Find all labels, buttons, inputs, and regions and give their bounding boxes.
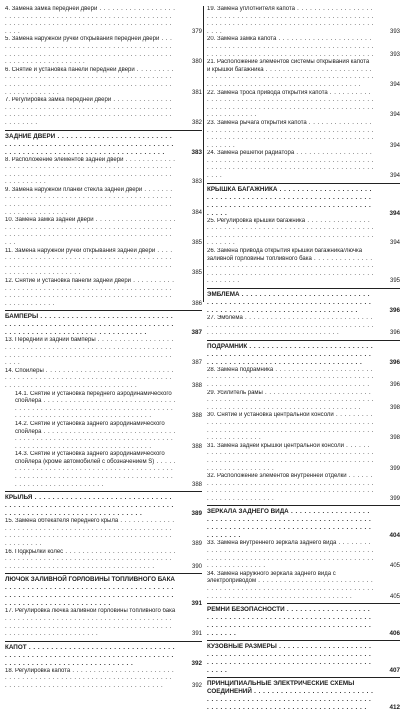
page-number: 386: [191, 300, 202, 307]
page-number: 396: [389, 307, 400, 314]
toc-entry: [5, 248, 202, 278]
page-number: 383: [191, 179, 202, 186]
toc-entry: [207, 390, 400, 413]
page-number: 394: [389, 209, 400, 217]
page-number: 404: [389, 532, 400, 540]
entry-title: 34. Замена наружного зеркала заднего вида с электроприводом . . .: [207, 571, 400, 601]
page-number: 394: [389, 173, 400, 180]
toc-section-heading: [207, 603, 400, 638]
section-title: ЗЕРКАЛА ЗАДНЕГО ВИДА . . .: [207, 508, 400, 540]
page-number: 387: [191, 360, 202, 367]
page-number: 396: [389, 330, 400, 337]
entry-title: 14.2. Снятие и установка заднего аэродинамического спойлера . . .: [5, 421, 202, 451]
page-number: 406: [389, 630, 400, 638]
toc-entry: [207, 367, 400, 390]
toc-entry: [207, 36, 400, 59]
page-number: 398: [389, 435, 400, 442]
page-number: 389: [191, 510, 202, 518]
toc-section-heading: [207, 183, 400, 218]
toc-entry: [5, 549, 202, 572]
section-title: КАПОТ . . .: [5, 644, 202, 668]
toc-entry: [207, 315, 400, 338]
page-number: 394: [389, 240, 400, 247]
toc-entry: [5, 97, 202, 127]
toc-section-heading: [207, 505, 400, 540]
column-divider: [203, 6, 204, 302]
page-number: 399: [389, 495, 400, 502]
page-number: 394: [389, 112, 400, 119]
toc-entry: [207, 59, 400, 89]
page-number: 394: [389, 81, 400, 88]
page-number: 388: [191, 443, 202, 450]
section-title: КРЫШКА БАГАЖНИКА . . .: [207, 186, 400, 218]
page-number: 396: [389, 358, 400, 366]
toc-section-heading: [5, 573, 202, 608]
page-number: 396: [389, 381, 400, 388]
page-number: 390: [191, 563, 202, 570]
entry-title: 32. Расположение элементов внутренней отделки . . .: [207, 473, 400, 503]
entry-title: 13. Передний и задний бамперы . . .: [5, 337, 202, 367]
page-number: 379: [191, 28, 202, 35]
section-title: БАМПЕРЫ . . .: [5, 313, 202, 337]
entry-title: 14. Спойлеры . . .: [5, 368, 202, 391]
entry-title: 5. Замена наружной ручки открывания передней двери . . .: [5, 36, 202, 66]
entry-title: 20. Замена замка капота . . .: [207, 36, 400, 59]
toc-entry: [207, 443, 400, 473]
page-number: 391: [191, 631, 202, 638]
toc-section-heading: [5, 641, 202, 668]
toc-entry: [5, 187, 202, 217]
entry-title: 18. Регулировка капота . . .: [5, 668, 202, 691]
entry-title: 4. Замена замка передней двери . . .: [5, 6, 202, 36]
page-number: 389: [191, 541, 202, 548]
page-number: 380: [191, 59, 202, 66]
entry-title: 15. Замена обтекателя переднего крыла . . .: [5, 518, 202, 548]
toc-entry: [207, 150, 400, 180]
page-number: 405: [389, 563, 400, 570]
section-title: ПОДРАМНИК . . .: [207, 343, 400, 367]
entry-title: 10. Замена замка задней двери . . .: [5, 217, 202, 247]
page-number: 381: [191, 89, 202, 96]
page-number: 384: [191, 209, 202, 216]
toc-entry: [5, 451, 202, 489]
page-number: 393: [389, 51, 400, 58]
toc-section-heading: [5, 491, 202, 518]
entry-title: 6. Снятие и установка панели передней двери . . .: [5, 67, 202, 97]
section-title: ЗАДНИЕ ДВЕРИ . . .: [5, 133, 202, 157]
section-title: КУЗОВНЫЕ РАЗМЕРЫ . . .: [207, 643, 400, 675]
toc-entry: [5, 157, 202, 187]
toc-entry: [207, 412, 400, 442]
page-number: 388: [191, 413, 202, 420]
page-number: 385: [191, 270, 202, 277]
page-number: 388: [191, 382, 202, 389]
entry-title: 29. Усилитель рамы . . .: [207, 390, 400, 413]
page-number: 395: [389, 278, 400, 285]
entry-title: 23. Замена рычага открытия капота . . .: [207, 120, 400, 150]
toc-entry: [5, 668, 202, 691]
page-number: 385: [191, 240, 202, 247]
page-number: 391: [191, 600, 202, 608]
entry-title: 26. Замена привода открытия крышки багажника/лючка заливной горловины топливного бака . . .: [207, 248, 400, 286]
toc-entry: [5, 36, 202, 66]
entry-title: 7. Регулировка замка передней двери . . .: [5, 97, 202, 127]
section-title: ЛЮЧОК ЗАЛИВНОЙ ГОРЛОВИНЫ ТОПЛИВНОГО БАКА . . .: [5, 576, 202, 608]
toc-section-heading: [207, 640, 400, 675]
toc-section-heading: [5, 130, 202, 157]
toc-section-heading: [207, 340, 400, 367]
section-title: ЭМБЛЕМА . . .: [207, 291, 400, 315]
entry-title: 16. Подкрылки колес . . .: [5, 549, 202, 572]
page-number: 382: [191, 119, 202, 126]
toc-entry: [207, 540, 400, 570]
entry-title: 30. Снятие и установка центральной консоли . . .: [207, 412, 400, 442]
toc-entry: [5, 518, 202, 548]
toc-entry: [207, 120, 400, 150]
toc-entry: [5, 337, 202, 367]
toc-entry: [5, 67, 202, 97]
page-number: 405: [389, 593, 400, 600]
toc-entry: [5, 421, 202, 451]
page-number: 393: [389, 28, 400, 35]
toc-entry: [207, 6, 400, 36]
entry-title: 27. Эмблема . . .: [207, 315, 400, 338]
page-number: 412: [389, 704, 400, 712]
toc-entry: [207, 218, 400, 248]
entry-title: 14.1. Снятие и установка переднего аэродинамического спойлера . . .: [5, 391, 202, 421]
toc-entry: [5, 278, 202, 308]
toc-section-heading: [5, 310, 202, 337]
page-number: 407: [389, 667, 400, 675]
entry-title: 14.3. Снятие и установка заднего аэродинамического спойлера (кроме автомобилей с обозначением S) . . .: [5, 451, 202, 489]
entry-title: 28. Замена подрамника . . .: [207, 367, 400, 390]
entry-title: 25. Регулировка крышки багажника . . .: [207, 218, 400, 248]
entry-title: 17. Регулировка лючка заливной горловины топливного бака . . .: [5, 608, 202, 638]
page-number: 383: [191, 148, 202, 156]
page-number: 399: [389, 465, 400, 472]
entry-title: 33. Замена внутреннего зеркала заднего вида . . .: [207, 540, 400, 570]
toc-left-column: [5, 6, 202, 691]
toc-section-heading: [207, 677, 400, 712]
toc-section-heading: [207, 288, 400, 315]
toc-entry: [5, 608, 202, 638]
toc-entry: [207, 248, 400, 286]
entry-title: 8. Расположение элементов задней двери . . .: [5, 157, 202, 187]
page-number: 387: [191, 329, 202, 337]
entry-title: 21. Расположение элементов системы открывания капота и крышки багажника . . .: [207, 59, 400, 89]
entry-title: 31. Замена задней крышки центральной консоли . . .: [207, 443, 400, 473]
entry-title: 19. Замена уплотнителя капота . . .: [207, 6, 400, 36]
toc-right-column: [207, 6, 400, 712]
entry-title: 11. Замена наружной ручки открывания задней двери . . .: [5, 248, 202, 278]
toc-entry: [5, 6, 202, 36]
toc-entry: [5, 391, 202, 421]
section-title: КРЫЛЬЯ . . .: [5, 494, 202, 518]
toc-entry: [207, 473, 400, 503]
entry-title: 9. Замена наружной планки стекла задней двери . . .: [5, 187, 202, 217]
section-title: ПРИНЦИПИАЛЬНЫЕ ЭЛЕКТРИЧЕСКИЕ СХЕМЫ СОЕДИНЕНИЙ . . .: [207, 680, 400, 712]
entry-title: 12. Снятие и установка панели задней двери . . .: [5, 278, 202, 308]
toc-entry: [207, 571, 400, 601]
section-title: РЕМНИ БЕЗОПАСНОСТИ . . .: [207, 606, 400, 638]
page-number: 388: [191, 481, 202, 488]
toc-entry: [5, 368, 202, 391]
entry-title: 24. Замена решетки радиатора . . .: [207, 150, 400, 180]
page-number: 398: [389, 404, 400, 411]
entry-title: 22. Замена троса привода открытия капота . . .: [207, 90, 400, 120]
toc-entry: [5, 217, 202, 247]
toc-entry: [207, 90, 400, 120]
page-number: 392: [191, 682, 202, 689]
page-number: 392: [191, 659, 202, 667]
page-number: 394: [389, 142, 400, 149]
